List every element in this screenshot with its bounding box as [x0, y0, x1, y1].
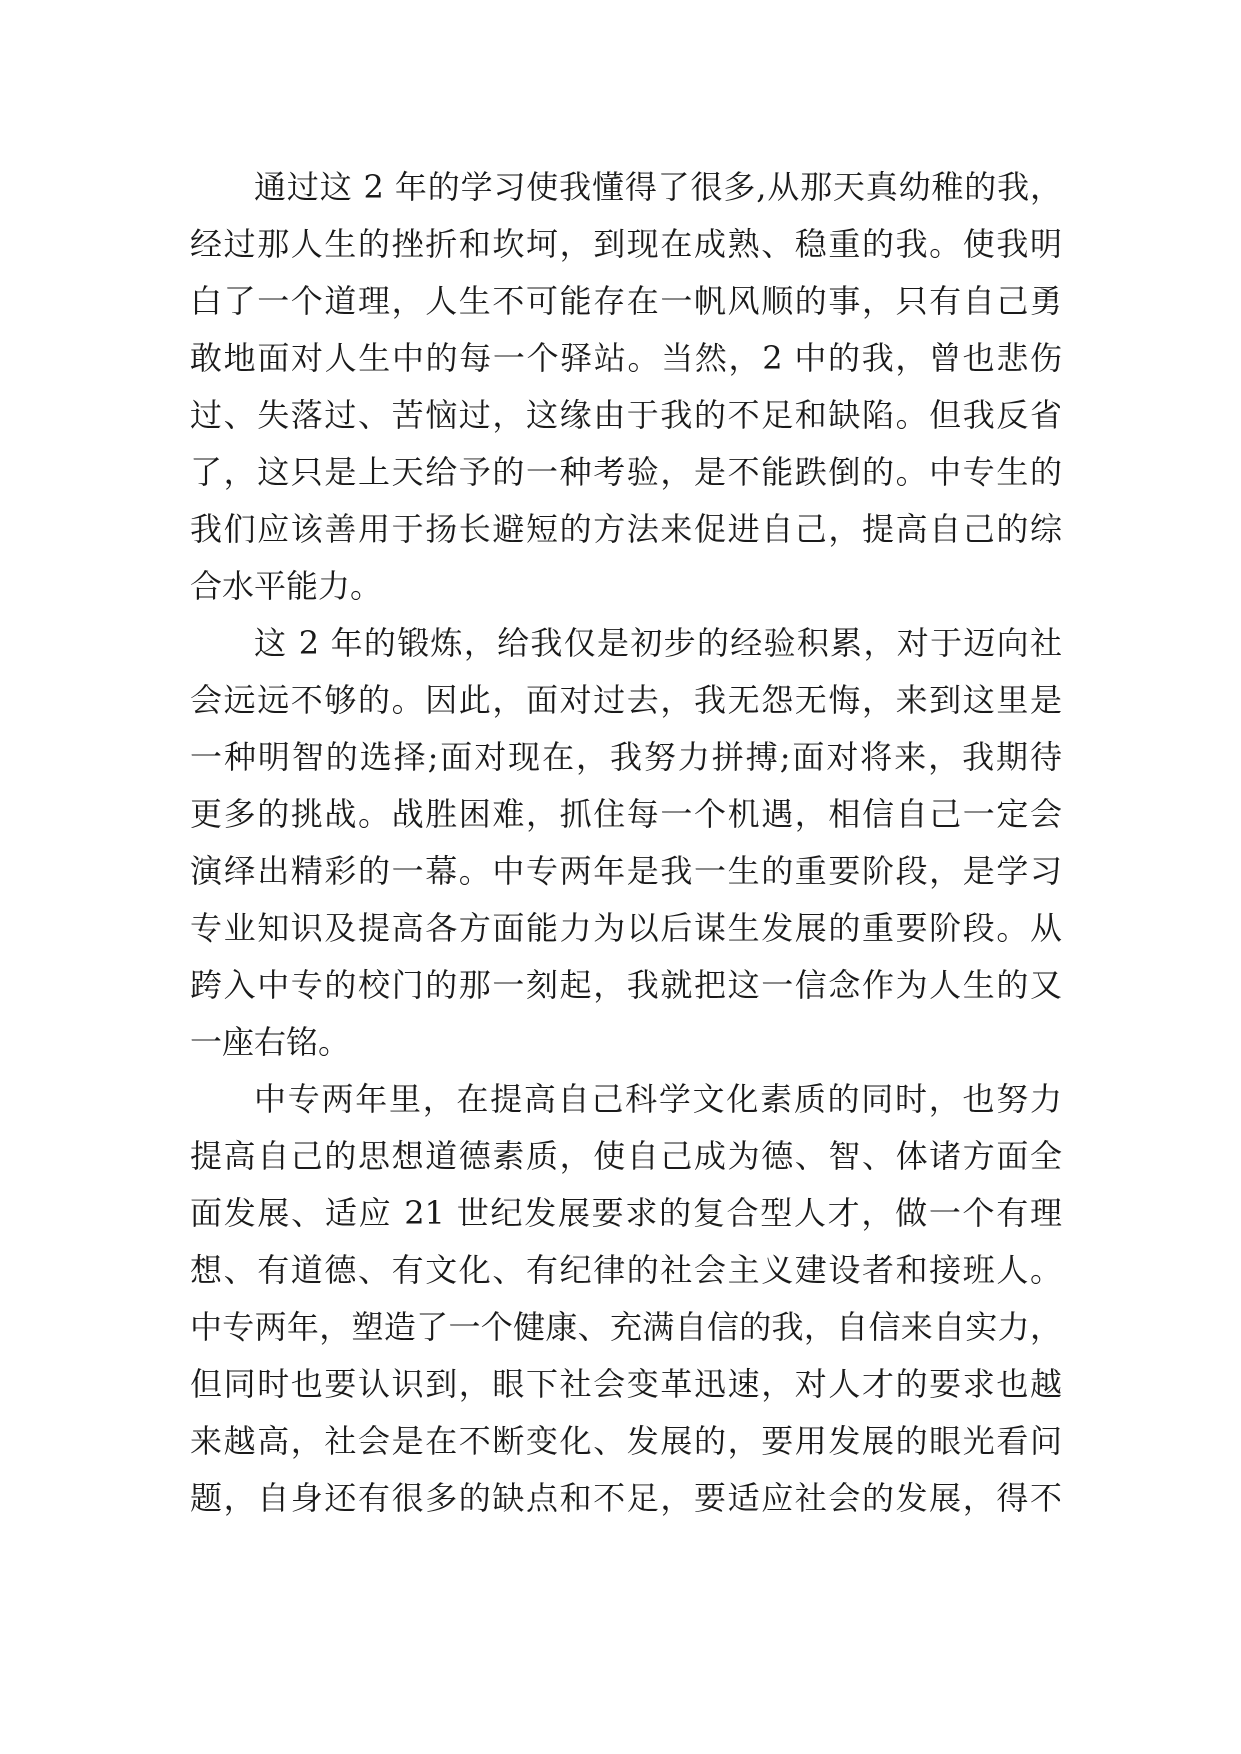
paragraph-3-line-6: 但同时也要认识到，眼下社会变革迅速，对人才的要求也越 [190, 1365, 1062, 1403]
paragraph-1-line-2: 经过那人生的挫折和坎坷，到现在成熟、稳重的我。使我明 [190, 225, 1062, 263]
paragraph-2-line-3: 一种明智的选择;面对现在，我努力拼搏;面对将来，我期待 [190, 738, 1062, 776]
paragraph-1-line-5: 过、失落过、苦恼过，这缘由于我的不足和缺陷。但我反省 [190, 396, 1062, 434]
paragraph-1-line-8: 合水平能力。 [190, 567, 383, 605]
paragraph-1-line-3: 白了一个道理，人生不可能存在一帆风顺的事，只有自己勇 [190, 282, 1062, 320]
paragraph-3-line-5: 中专两年，塑造了一个健康、充满自信的我，自信来自实力， [190, 1308, 1062, 1346]
paragraph-2-line-1: 这 2 年的锻炼，给我仅是初步的经验积累，对于迈向社 [254, 624, 1062, 662]
paragraph-1-line-1: 通过这 2 年的学习使我懂得了很多,从那天真幼稚的我， [254, 168, 1062, 206]
paragraph-3-line-2: 提高自己的思想道德素质，使自己成为德、智、体诸方面全 [190, 1137, 1062, 1175]
paragraph-3-line-7: 来越高，社会是在不断变化、发展的，要用发展的眼光看问 [190, 1422, 1062, 1460]
paragraph-1-line-6: 了，这只是上天给予的一种考验，是不能跌倒的。中专生的 [190, 453, 1062, 491]
paragraph-2-line-7: 跨入中专的校门的那一刻起，我就把这一信念作为人生的又 [190, 966, 1062, 1004]
paragraph-3-line-8: 题，自身还有很多的缺点和不足，要适应社会的发展，得不 [190, 1479, 1062, 1517]
paragraph-1-line-7: 我们应该善用于扬长避短的方法来促进自己，提高自己的综 [190, 510, 1062, 548]
paragraph-2-line-5: 演绎出精彩的一幕。中专两年是我一生的重要阶段，是学习 [190, 852, 1062, 890]
paragraph-2-line-4: 更多的挑战。战胜困难，抓住每一个机遇，相信自己一定会 [190, 795, 1062, 833]
paragraph-3-line-4: 想、有道德、有文化、有纪律的社会主义建设者和接班人。 [190, 1251, 1062, 1289]
paragraph-3-line-3: 面发展、适应 21 世纪发展要求的复合型人才，做一个有理 [190, 1194, 1062, 1232]
paragraph-2-line-8: 一座右铭。 [190, 1023, 351, 1061]
paragraph-3-line-1: 中专两年里，在提高自己科学文化素质的同时，也努力 [254, 1080, 1062, 1118]
paragraph-1-line-4: 敢地面对人生中的每一个驿站。当然，2 中的我，曾也悲伤 [190, 339, 1062, 377]
paragraph-2-line-6: 专业知识及提高各方面能力为以后谋生发展的重要阶段。从 [190, 909, 1062, 947]
document-body [190, 159, 1062, 1527]
paragraph-2-line-2: 会远远不够的。因此，面对过去，我无怨无悔，来到这里是 [190, 681, 1062, 719]
